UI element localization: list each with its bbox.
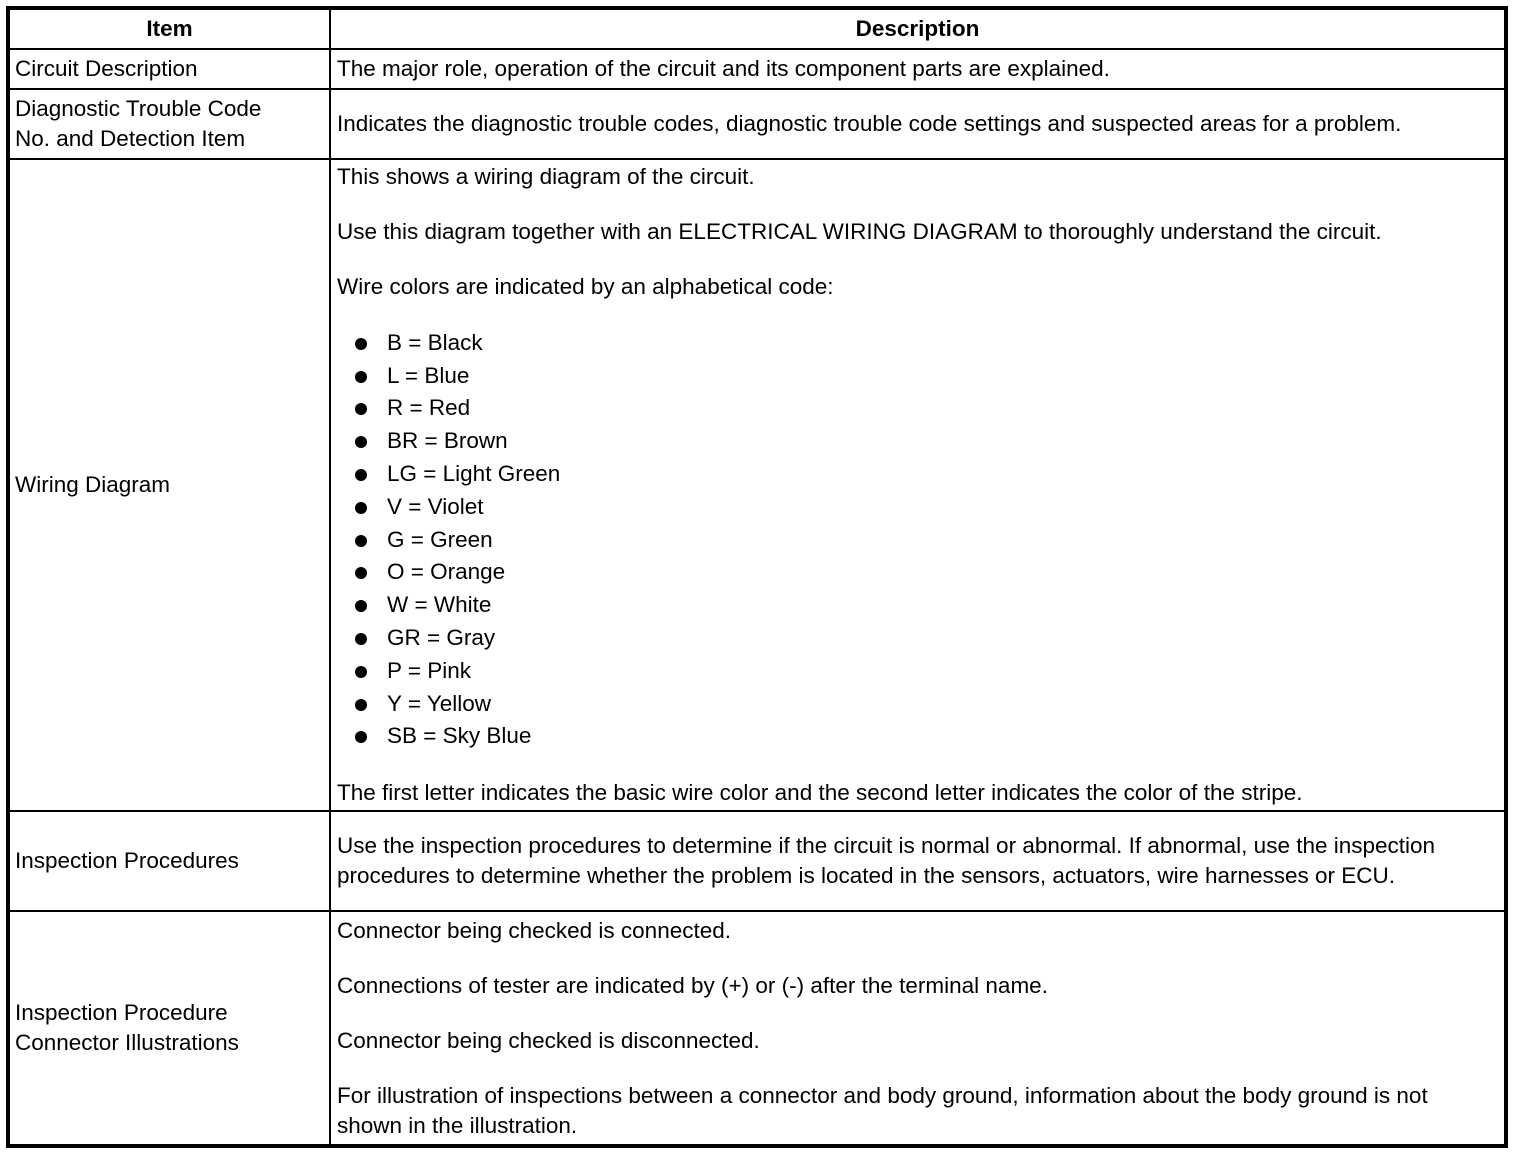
wire-color-code: LG = Light Green (387, 461, 561, 486)
bullet-icon (355, 535, 367, 547)
list-item (351, 622, 1498, 655)
description-cell (330, 89, 1506, 159)
list-item (351, 458, 1498, 491)
wire-color-code: V = Violet (387, 493, 484, 519)
description-cell (330, 811, 1506, 911)
bullet-icon (355, 502, 367, 514)
list-item (351, 327, 1498, 360)
wire-color-code: L = Blue (387, 362, 470, 388)
bullet-icon (355, 567, 367, 579)
header-row (8, 8, 1506, 49)
wire-color-code: SB = Sky Blue (387, 723, 532, 749)
table-row (8, 811, 1506, 911)
bullet-icon (355, 436, 367, 448)
bullet-icon (355, 403, 367, 415)
item-cell (8, 49, 330, 89)
description-text: Use this diagram together with an ELECTRICAL WIRING DIAGRAM to thoroughly understand the circuit. (337, 218, 1382, 244)
item-label: No. and Detection Item (15, 126, 246, 151)
list-item (351, 425, 1498, 458)
list-item (351, 655, 1498, 688)
description-table (6, 6, 1508, 1148)
item-cell (8, 911, 330, 1146)
table-row (8, 89, 1506, 159)
bullet-icon (355, 633, 367, 645)
wire-color-code: W = White (387, 592, 492, 618)
list-item (351, 556, 1498, 589)
bullet-icon (355, 699, 367, 711)
table-row (8, 911, 1506, 1146)
item-label: Inspection Procedure (15, 1000, 228, 1025)
wire-color-code: GR = Gray (387, 624, 496, 650)
description-cell (330, 911, 1506, 1146)
description-text: Indicates the diagnostic trouble codes, diagnostic trouble code settings and suspected areas for a problem. (337, 111, 1402, 136)
item-label: Inspection Procedures (15, 848, 239, 873)
item-cell (8, 89, 330, 159)
bullet-icon (355, 731, 367, 743)
wire-color-code: B = Black (387, 329, 483, 355)
wire-color-list (337, 327, 1498, 753)
description-footer: The first letter indicates the basic wire color and the second letter indicates the color of the stripe. (337, 780, 1303, 806)
item-cell (8, 159, 330, 811)
list-item (351, 688, 1498, 721)
list-item (351, 360, 1498, 393)
description-text: For illustration of inspections between a connector and body ground, information about the body ground is not shown in the illustration. (337, 1082, 1428, 1138)
item-label: Circuit Description (15, 56, 198, 81)
header-item: Item (8, 8, 330, 49)
description-text: The major role, operation of the circuit and its component parts are explained. (337, 56, 1110, 81)
bullet-icon (355, 600, 367, 612)
wire-color-code: G = Green (387, 526, 493, 552)
header-description: Description (330, 8, 1506, 49)
item-cell (8, 811, 330, 911)
bullet-icon (355, 469, 367, 481)
description-text: Connections of tester are indicated by (+) or (-) after the terminal name. (337, 972, 1048, 998)
bullet-icon (355, 371, 367, 383)
list-item (351, 720, 1498, 753)
list-item (351, 589, 1498, 622)
wire-color-code: R = Red (387, 395, 471, 421)
wire-color-code: Y = Yellow (387, 690, 492, 716)
description-text: Connector being checked is connected. (337, 917, 732, 943)
description-text: Connector being checked is disconnected. (337, 1027, 760, 1053)
bullet-icon (355, 338, 367, 350)
wire-color-code: BR = Brown (387, 428, 508, 454)
table-row (8, 159, 1506, 811)
item-label: Wiring Diagram (15, 472, 171, 497)
description-cell (330, 49, 1506, 89)
list-item (351, 392, 1498, 425)
list-item (351, 491, 1498, 524)
description-text: Use the inspection procedures to determine if the circuit is normal or abnormal. If abnormal, use the inspection procedures to determine whether the problem is located in the sensors, actuators, wire harnesses or ECU. (337, 833, 1436, 888)
item-label: Connector Illustrations (15, 1030, 239, 1055)
description-text: This shows a wiring diagram of the circuit. (337, 163, 755, 189)
wire-color-code: P = Pink (387, 657, 472, 683)
wire-color-code: O = Orange (387, 559, 506, 585)
list-item (351, 524, 1498, 557)
item-label: Diagnostic Trouble Code (15, 96, 262, 121)
description-cell (330, 159, 1506, 811)
description-text: Wire colors are indicated by an alphabetical code: (337, 273, 834, 299)
table-row (8, 49, 1506, 89)
bullet-icon (355, 666, 367, 678)
